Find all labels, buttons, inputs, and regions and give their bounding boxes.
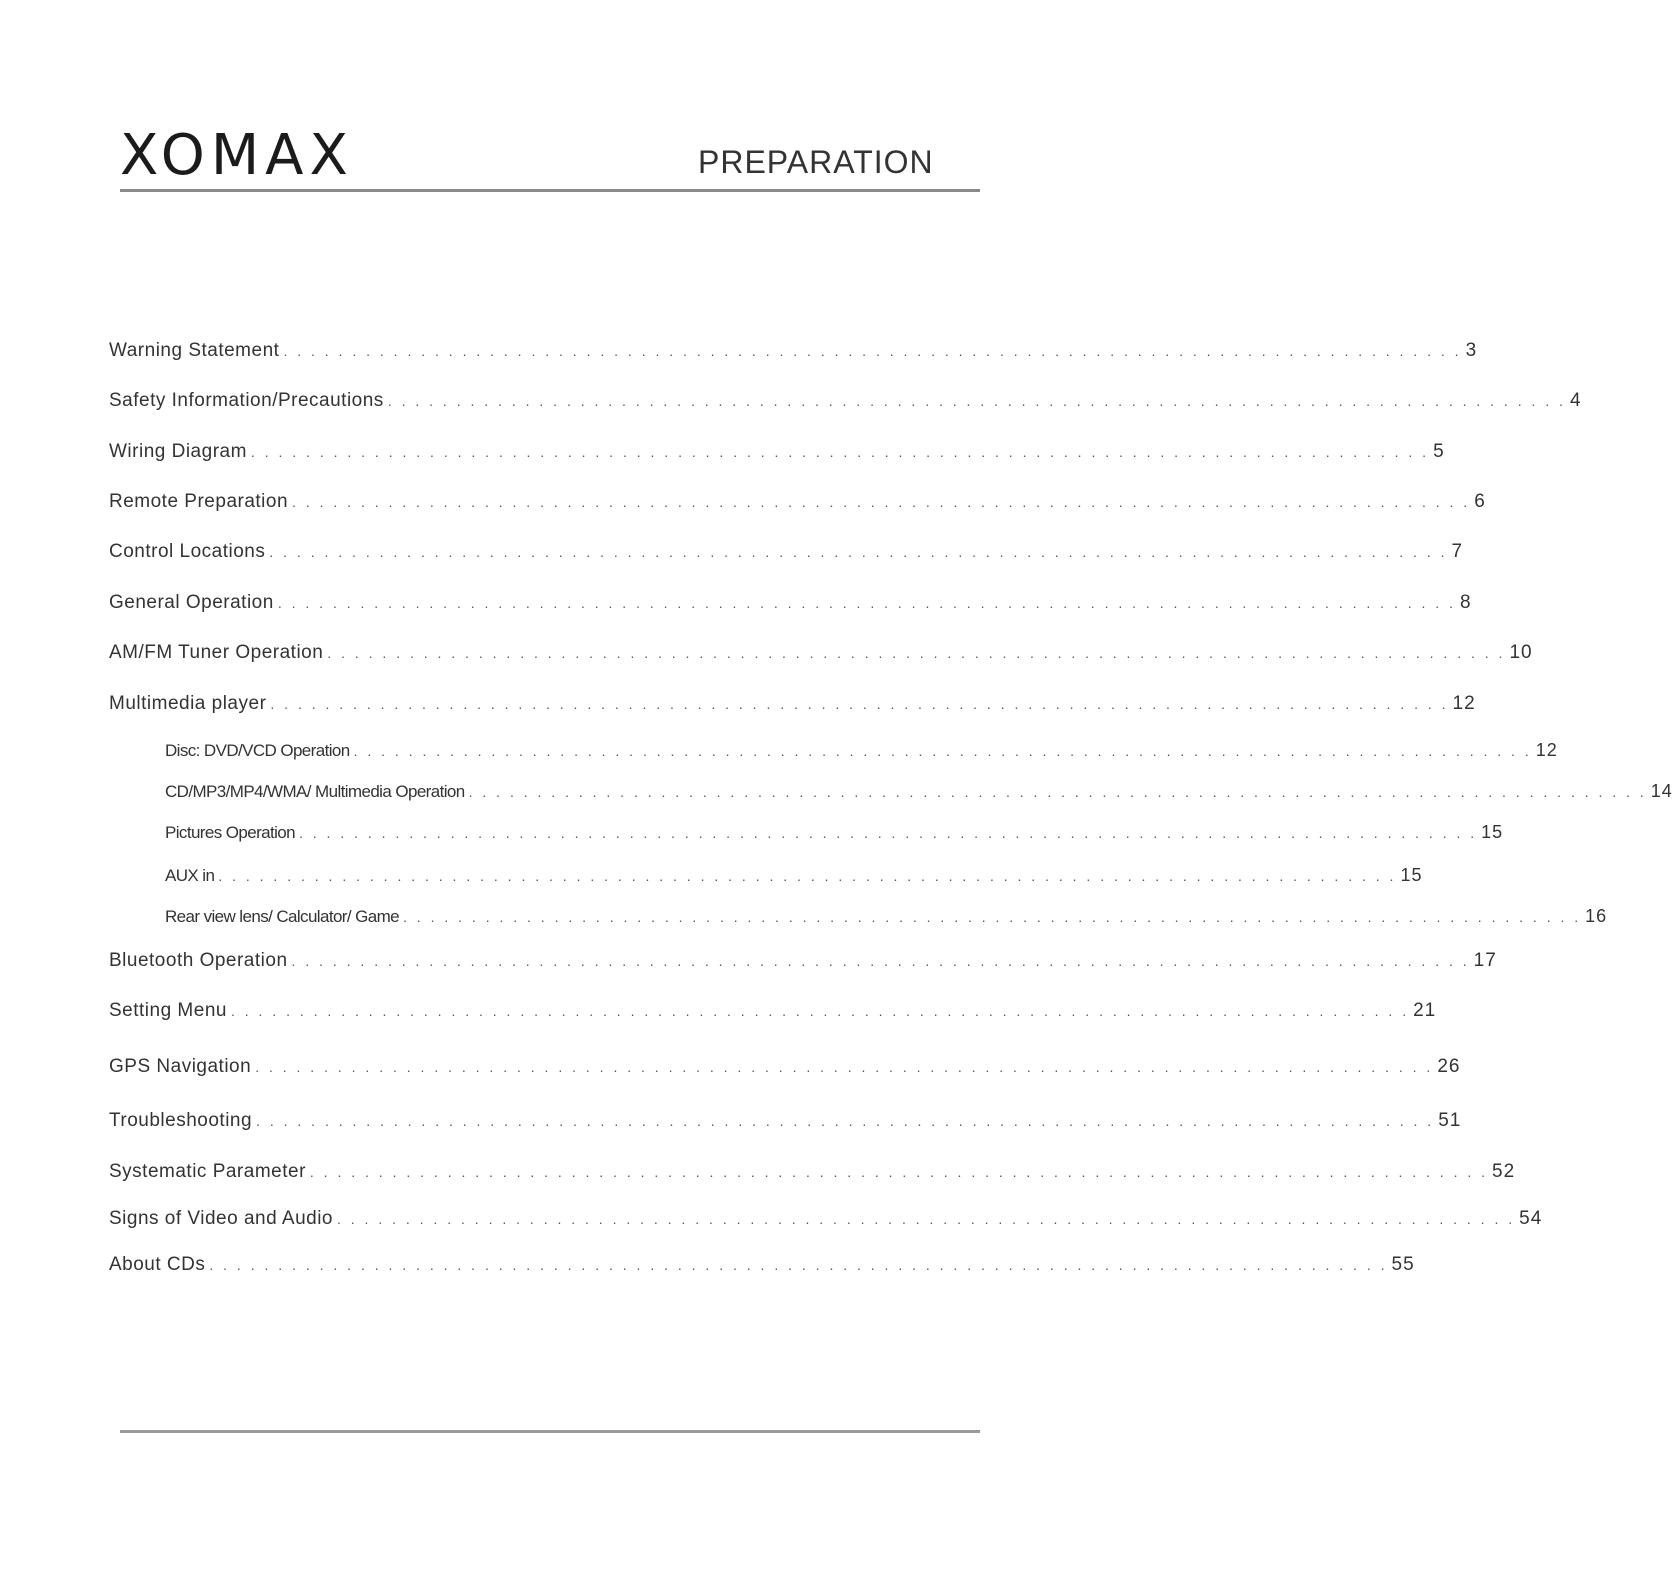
dot-leader: . . . . . . . . . . . . . . . . . . . . . . . . . . . . . . . . . . . . . . . . . . . . . . . . . . . . . . . . . . . . . . . . . . . . . . . . . . . . . . . . . . . . . . bbox=[255, 1059, 1434, 1075]
toc-entry-label: Setting Menu bbox=[109, 1000, 227, 1021]
header-divider bbox=[120, 189, 980, 192]
dot-leader: . . . . . . . . . . . . . . . . . . . . . . . . . . . . . . . . . . . . . . . . . . . . . . . . . . . . . . . . . . . . . . . . . . . . . . . . . . . . . . . . . . . . . . bbox=[256, 1113, 1435, 1129]
toc-entry-label: CD/MP3/MP4/WMA/ Multimedia Operation bbox=[165, 782, 465, 801]
toc-entry-page: 4 bbox=[1569, 390, 1582, 411]
dot-leader: . . . . . . . . . . . . . . . . . . . . . . . . . . . . . . . . . . . . . . . . . . . . . . . . . . . . . . . . . . . . . . . . . . . . . . . . . . . . . . . . . . . . . . bbox=[209, 1257, 1388, 1273]
toc-entry-label: Disc: DVD/VCD Operation bbox=[165, 741, 350, 760]
dot-leader: . . . . . . . . . . . . . . . . . . . . . . . . . . . . . . . . . . . . . . . . . . . . . . . . . . . . . . . . . . . . . . . . . . . . . . . . . . . . . . . . . . . . . . bbox=[218, 868, 1397, 884]
toc-entry-page: 15 bbox=[1481, 822, 1504, 842]
toc-entry-label: General Operation bbox=[109, 592, 274, 613]
toc-entry[interactable] bbox=[109, 339, 1478, 363]
toc-entry[interactable] bbox=[109, 591, 1472, 615]
dot-leader: . . . . . . . . . . . . . . . . . . . . . . . . . . . . . . . . . . . . . . . . . . . . . . . . . . . . . . . . . . . . . . . . . . . . . . . . . . . . . . . . . . . . . . bbox=[230, 1003, 1410, 1019]
toc-entry[interactable] bbox=[109, 1207, 1543, 1231]
toc-entry[interactable] bbox=[109, 1109, 1462, 1133]
dot-leader: . . . . . . . . . . . . . . . . . . . . . . . . . . . . . . . . . . . . . . . . . . . . . . . . . . . . . . . . . . . . . . . . . . . . . . . . . . . . . . . . . . . . . . bbox=[387, 393, 1566, 409]
section-title: PREPARATION bbox=[698, 144, 934, 180]
toc-subentry[interactable] bbox=[165, 863, 1423, 888]
toc-entry-label: Warning Statement bbox=[109, 340, 280, 361]
dot-leader: . . . . . . . . . . . . . . . . . . . . . . . . . . . . . . . . . . . . . . . . . . . . . . . . . . . . . . . . . . . . . . . . . . . . . . . . . . . . . . . . . . . . . . bbox=[337, 1211, 1516, 1227]
toc-entry-page: 21 bbox=[1413, 1000, 1437, 1021]
dot-leader: . . . . . . . . . . . . . . . . . . . . . . . . . . . . . . . . . . . . . . . . . . . . . . . . . . . . . . . . . . . . . . . . . . . . . . . . . . . . . . . . . . . . . . bbox=[277, 595, 1456, 611]
dot-leader: . . . . . . . . . . . . . . . . . . . . . . . . . . . . . . . . . . . . . . . . . . . . . . . . . . . . . . . . . . . . . . . . . . . . . . . . . . . . . . . . . . . . . . bbox=[309, 1164, 1489, 1180]
dot-leader: . . . . . . . . . . . . . . . . . . . . . . . . . . . . . . . . . . . . . . . . . . . . . . . . . . . . . . . . . . . . . . . . . . . . . . . . . . . . . . . . . . . . . . bbox=[468, 784, 1647, 800]
toc-entry-page: 8 bbox=[1459, 592, 1472, 613]
toc-entry-label: Pictures Operation bbox=[165, 823, 295, 842]
toc-entry-page: 55 bbox=[1391, 1254, 1415, 1275]
toc-entry-page: 3 bbox=[1465, 340, 1478, 361]
toc-entry-page: 15 bbox=[1400, 865, 1423, 885]
toc-entry-page: 51 bbox=[1438, 1110, 1462, 1131]
toc-entry[interactable] bbox=[109, 540, 1464, 564]
toc-entry-page: 6 bbox=[1474, 491, 1486, 512]
toc-entry[interactable] bbox=[109, 389, 1582, 413]
toc-entry-label: Systematic Parameter bbox=[109, 1161, 306, 1182]
toc-entry-label: Troubleshooting bbox=[109, 1110, 253, 1131]
dot-leader: . . . . . . . . . . . . . . . . . . . . . . . . . . . . . . . . . . . . . . . . . . . . . . . . . . . . . . . . . . . . . . . . . . . . . . . . . . . . . . . . . . . . . . bbox=[270, 696, 1449, 712]
toc-entry-page: 17 bbox=[1473, 950, 1497, 971]
toc-entry-page: 5 bbox=[1433, 441, 1445, 462]
toc-entry-label: Remote Preparation bbox=[109, 491, 289, 512]
toc-entry-page: 26 bbox=[1437, 1056, 1461, 1077]
toc-entry-page: 16 bbox=[1585, 906, 1608, 926]
toc-entry-page: 12 bbox=[1535, 740, 1558, 760]
dot-leader: . . . . . . . . . . . . . . . . . . . . . . . . . . . . . . . . . . . . . . . . . . . . . . . . . . . . . . . . . . . . . . . . . . . . . . . . . . . . . . . . . . . . . . bbox=[291, 953, 1470, 969]
toc-entry-label: Wiring Diagram bbox=[109, 441, 247, 462]
toc-entry[interactable] bbox=[109, 999, 1437, 1023]
toc-entry-label: Signs of Video and Audio bbox=[109, 1208, 333, 1229]
toc-entry-label: AUX in bbox=[165, 866, 215, 885]
toc-entry-label: AM/FM Tuner Operation bbox=[109, 642, 324, 663]
toc-entry[interactable] bbox=[109, 1253, 1415, 1277]
toc-entry-page: 10 bbox=[1509, 642, 1533, 663]
toc-entry-label: Bluetooth Operation bbox=[109, 950, 288, 971]
dot-leader: . . . . . . . . . . . . . . . . . . . . . . . . . . . . . . . . . . . . . . . . . . . . . . . . . . . . . . . . . . . . . . . . . . . . . . . . . . . . . . . . . . . . . . bbox=[403, 909, 1582, 925]
toc-entry[interactable] bbox=[109, 1055, 1461, 1079]
dot-leader: . . . . . . . . . . . . . . . . . . . . . . . . . . . . . . . . . . . . . . . . . . . . . . . . . . . . . . . . . . . . . . . . . . . . . . . . . . . . . . . . . . . . . . bbox=[269, 544, 1448, 560]
dot-leader: . . . . . . . . . . . . . . . . . . . . . . . . . . . . . . . . . . . . . . . . . . . . . . . . . . . . . . . . . . . . . . . . . . . . . . . . . . . . . . . . . . . . . . bbox=[250, 444, 1430, 460]
toc-entry[interactable] bbox=[109, 641, 1533, 665]
dot-leader: . . . . . . . . . . . . . . . . . . . . . . . . . . . . . . . . . . . . . . . . . . . . . . . . . . . . . . . . . . . . . . . . . . . . . . . . . . . . . . . . . . . . . . bbox=[353, 743, 1532, 759]
toc-entry-label: Multimedia player bbox=[109, 693, 267, 714]
toc-entry-label: About CDs bbox=[109, 1254, 206, 1275]
toc-entry-page: 7 bbox=[1451, 541, 1464, 562]
toc-entry[interactable] bbox=[109, 1160, 1516, 1184]
toc-entry[interactable] bbox=[109, 949, 1497, 973]
toc-entry-page: 12 bbox=[1452, 693, 1476, 714]
toc-subentry[interactable] bbox=[165, 779, 1673, 804]
toc-subentry[interactable] bbox=[165, 738, 1558, 763]
toc-subentry[interactable] bbox=[165, 904, 1608, 929]
toc-entry-label: Rear view lens/ Calculator/ Game bbox=[165, 907, 400, 926]
toc-entry[interactable] bbox=[109, 490, 1486, 514]
footer-divider bbox=[120, 1430, 980, 1433]
brand-logo: XOMAX bbox=[120, 123, 354, 188]
dot-leader: . . . . . . . . . . . . . . . . . . . . . . . . . . . . . . . . . . . . . . . . . . . . . . . . . . . . . . . . . . . . . . . . . . . . . . . . . . . . . . . . . . . . . . bbox=[299, 825, 1478, 841]
toc-entry-label: GPS Navigation bbox=[109, 1056, 252, 1077]
toc-subentry[interactable] bbox=[165, 820, 1504, 845]
dot-leader: . . . . . . . . . . . . . . . . . . . . . . . . . . . . . . . . . . . . . . . . . . . . . . . . . . . . . . . . . . . . . . . . . . . . . . . . . . . . . . . . . . . . . . bbox=[292, 494, 1471, 510]
toc-entry[interactable] bbox=[109, 440, 1445, 464]
toc-entry-page: 52 bbox=[1492, 1161, 1516, 1182]
toc-entry-page: 54 bbox=[1519, 1208, 1543, 1229]
toc-entry-label: Control Locations bbox=[109, 541, 266, 562]
toc-entry-label: Safety Information/Precautions bbox=[109, 390, 384, 411]
toc-entry[interactable] bbox=[109, 692, 1476, 716]
toc-entry-page: 14 bbox=[1650, 781, 1673, 801]
dot-leader: . . . . . . . . . . . . . . . . . . . . . . . . . . . . . . . . . . . . . . . . . . . . . . . . . . . . . . . . . . . . . . . . . . . . . . . . . . . . . . . . . . . . . . bbox=[327, 645, 1506, 661]
dot-leader: . . . . . . . . . . . . . . . . . . . . . . . . . . . . . . . . . . . . . . . . . . . . . . . . . . . . . . . . . . . . . . . . . . . . . . . . . . . . . . . . . . . . . . bbox=[283, 343, 1462, 359]
